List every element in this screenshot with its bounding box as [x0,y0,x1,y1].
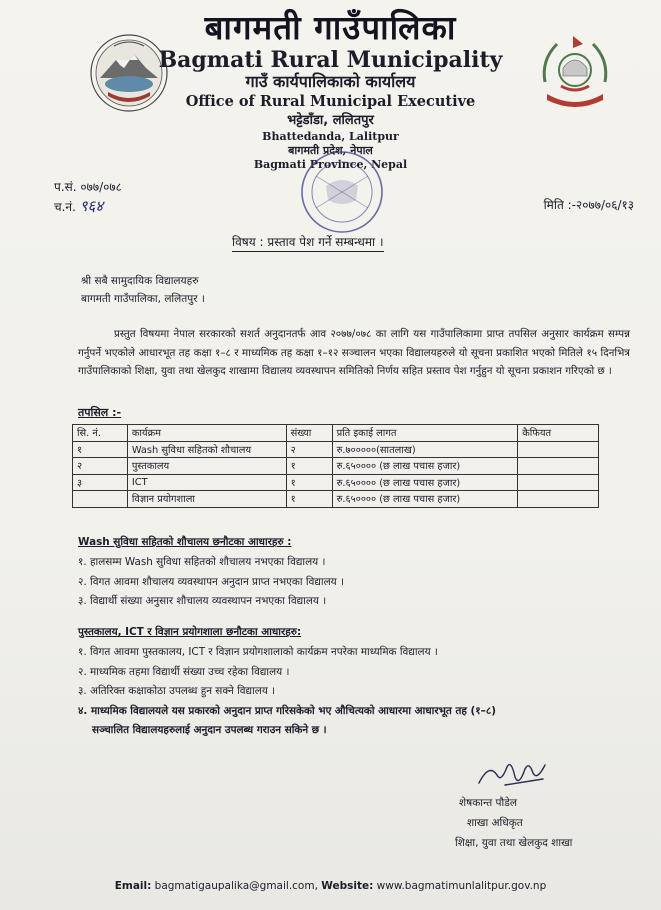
email-label: Email: [114,880,152,892]
row-program: ICT [127,474,286,491]
list-item: १. हालसम्म Wash सुविधा सहितको शौचालय नभएका विद्यालय । [78,556,326,568]
row-remarks [518,491,599,508]
office-name-en: Office of Rural Municipal Executive [185,93,476,110]
signer-designation: शाखा अधिकृत [467,817,523,829]
row-serial: ३ [73,474,128,491]
body-paragraph: प्रस्तुत विषयमा नेपाल सरकारको सशर्त अनुदानतर्फ आव २०७७/०७८ का लागि यस गाउँपालिकामा प्राप्त तपसिल अनुसार कार्यक्रम सम्पन्न गर्नुपर्ने भएकोले आधारभूत तह कक्षा १–८ र माध्यमिक तह कक्षा १–१२ सञ्चालन भएका विद्यालयहरुले यो सूचना प्रकाशित भएको मितिले १५ दिनभित्र गाउँपालिकाको शिक्षा, युवा तथा खेलकुद शाखामा विद्यालय व्यवस्थापन समितिको निर्णय सहित प्रस्ताव पेश गर्नुहुन यो सूचना प्रकाशन गरिएको छ । [78,328,630,377]
reference-numbers [54,178,122,217]
row-remarks [518,474,599,491]
recipient-line-1: श्री सबै सामुदायिक विद्यालयहरु [81,275,199,287]
row-cost: रु.६५०००० (छ लाख पचास हजार) [332,458,518,475]
list-item: ३. विद्यार्थी संख्या अनुसार शौचालय व्यवस्थापन नभएका विद्यालय । [78,595,327,607]
list-item: ४. माध्यमिक विद्यालयले यस प्रकारको अनुदान प्राप्त गरिसकेको भए औचित्यको आधारमा आधारभूत तह (१–८) [78,704,496,717]
chalani-number: ९६४ [79,197,104,215]
table-row [73,491,599,508]
patra-sankhya: प.सं. ०७७/०७८ [54,180,122,194]
list-item: ३. अतिरिक्त कक्षाकोठा उपलब्ध हुन सक्ने विद्यालय । [78,685,276,697]
letter-date: मिति :-२०७७/०६/१३ [543,198,634,212]
column-header: कैफियत [518,425,599,442]
signer-block [455,793,572,853]
row-serial [73,491,128,508]
library-criteria-heading: पुस्तकालय, ICT र विज्ञान प्रयोगशाला छनौटका आधारहरु: [78,626,302,638]
signer-name: शेषकान्त पौडेल [459,797,517,809]
email-link[interactable]: bagmatigaupalika@gmail.com, [154,880,318,892]
row-program: विज्ञान प्रयोगशाला [127,491,286,508]
address-en: Bhattedanda, Lalitpur [262,130,399,143]
recipient-line-2: बागमती गाउँपालिका, ललितपुर । [81,293,205,305]
website-label: Website: [321,880,374,892]
column-header: सि. नं. [73,425,128,442]
row-quantity: २ [286,441,332,458]
table-row [73,441,599,458]
province-en: Bagmati Province, Nepal [253,158,408,171]
office-name-ne: गाउँ कार्यपालिकाको कार्यालय [245,72,416,91]
program-table [72,424,599,508]
library-criteria-section [78,623,638,741]
province-ne: बागमती प्रदेश, नेपाल [288,144,373,157]
wash-criteria-section [78,533,638,612]
row-quantity: १ [286,491,332,508]
website-link[interactable]: www.bagmatimunlalitpur.gov.np [376,880,547,892]
table-header-row [73,425,599,442]
signer-section: शिक्षा, युवा तथा खेलकुद शाखा [455,837,573,849]
row-quantity: १ [286,474,332,491]
wash-criteria-heading: Wash सुविधा सहितको शौचालय छनौटका आधारहरु : [78,536,292,548]
table-row [73,458,599,475]
row-program: पुस्तकालय [127,458,286,475]
list-item: २. विगत आवमा शौचालय व्यवस्थापन अनुदान प्राप्त नभएका विद्यालय । [78,575,344,588]
list-item: १. विगत आवमा पुस्तकालय, ICT र विज्ञान प्रयोगशालाको कार्यक्रम नपरेका माध्यमिक विद्यालय । [78,646,438,658]
column-header: संख्या [286,425,332,442]
address-ne: भट्टेडाँडा, ललितपुर [287,113,374,128]
row-remarks [518,441,599,458]
recipient-block [81,272,205,308]
row-remarks [518,458,599,475]
column-header: कार्यक्रम [127,425,286,442]
list-item: सञ्चालित विद्यालयहरुलाई अनुदान उपलब्ध गराउन सकिने छ । [92,724,327,736]
footer-contact [0,880,661,892]
table-row [73,474,599,491]
letter-subject: विषय : प्रस्ताव पेश गर्ने सम्बन्धमा । [232,233,384,252]
row-serial: २ [73,458,128,475]
official-stamp-icon [296,146,388,238]
chalani-label: च.नं. [54,200,76,214]
row-cost: रु.६५०००० (छ लाख पचास हजार) [332,491,518,508]
table-label: तपसिल :- [78,406,122,419]
signature-icon [475,757,553,791]
list-item: २. माध्यमिक तहमा विद्यार्थी संख्या उच्च रहेका विद्यालय । [78,665,290,678]
municipality-title-en: Bagmati Rural Municipality [158,47,503,73]
column-header: प्रति इकाई लागत [332,425,518,442]
municipality-title-ne: बागमती गाउँपालिका [204,8,457,47]
row-cost: रु.७०००००(सातलाख) [332,441,518,458]
row-cost: रु.६५०००० (छ लाख पचास हजार) [332,474,518,491]
row-program: Wash सुविधा सहितको शौचालय [127,441,286,458]
row-quantity: १ [286,458,332,475]
row-serial: १ [73,441,128,458]
